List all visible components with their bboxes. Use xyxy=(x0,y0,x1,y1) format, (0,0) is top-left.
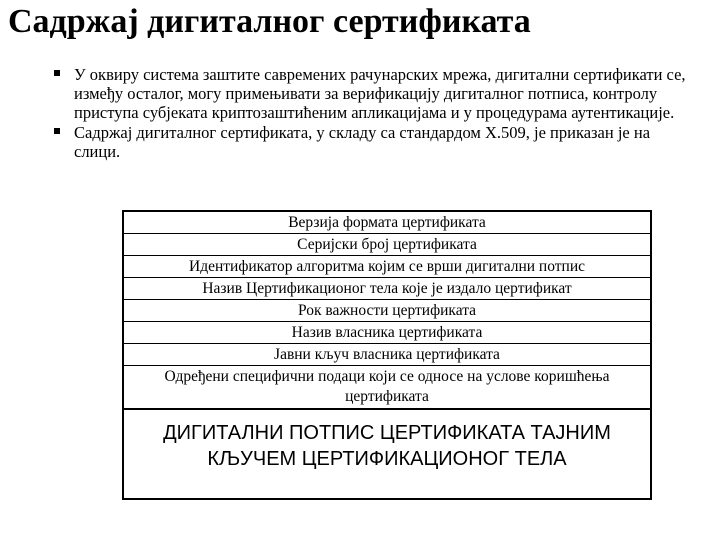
certificate-field-public-key: Јавни кључ власника цертификата xyxy=(124,344,650,366)
certificate-signature: ДИГИТАЛНИ ПОТПИС ЦЕРТИФИКАТА ТАЈНИМ КЉУЧЕМ ЦЕРТИФИКАЦИОНОГ ТЕЛА xyxy=(163,422,611,470)
bullet-item xyxy=(56,124,690,162)
slide-title: Садржај дигиталног сертификата xyxy=(8,3,531,40)
certificate-field-extensions: Одређени специфични подаци који се односе на услове коришћења цертификата xyxy=(124,366,650,410)
certificate-field-serial-number: Серијски број цертификата xyxy=(124,234,650,256)
certificate-field-subject: Назив власника цертификата xyxy=(124,322,650,344)
certificate-field-algorithm-id: Идентификатор алгоритма којим се врши дигитални потпис xyxy=(124,256,650,278)
square-bullet-icon xyxy=(54,70,60,76)
certificate-field-validity: Рок важности цертификата xyxy=(124,300,650,322)
bullet-text: У оквиру система заштите савремених рачунарских мрежа, дигитални сертификати се, између осталог, могу примењивати за верификацију дигиталног потписа, контролу приступа субјеката криптозаштићеним апликацијама и у процедурама аутентикације. xyxy=(74,65,686,122)
certificate-field-issuer: Назив Цертификационог тела које је издало цертификат xyxy=(124,278,650,300)
bullet-item xyxy=(56,66,690,123)
bullet-text: Садржај дигиталног сертификата, у складу са стандардом X.509, је приказан је на слици. xyxy=(74,122,651,161)
certificate-structure-diagram xyxy=(122,210,652,500)
bullet-list xyxy=(56,66,690,163)
certificate-field-version: Верзија формата цертификата xyxy=(124,212,650,234)
square-bullet-icon xyxy=(54,128,60,134)
